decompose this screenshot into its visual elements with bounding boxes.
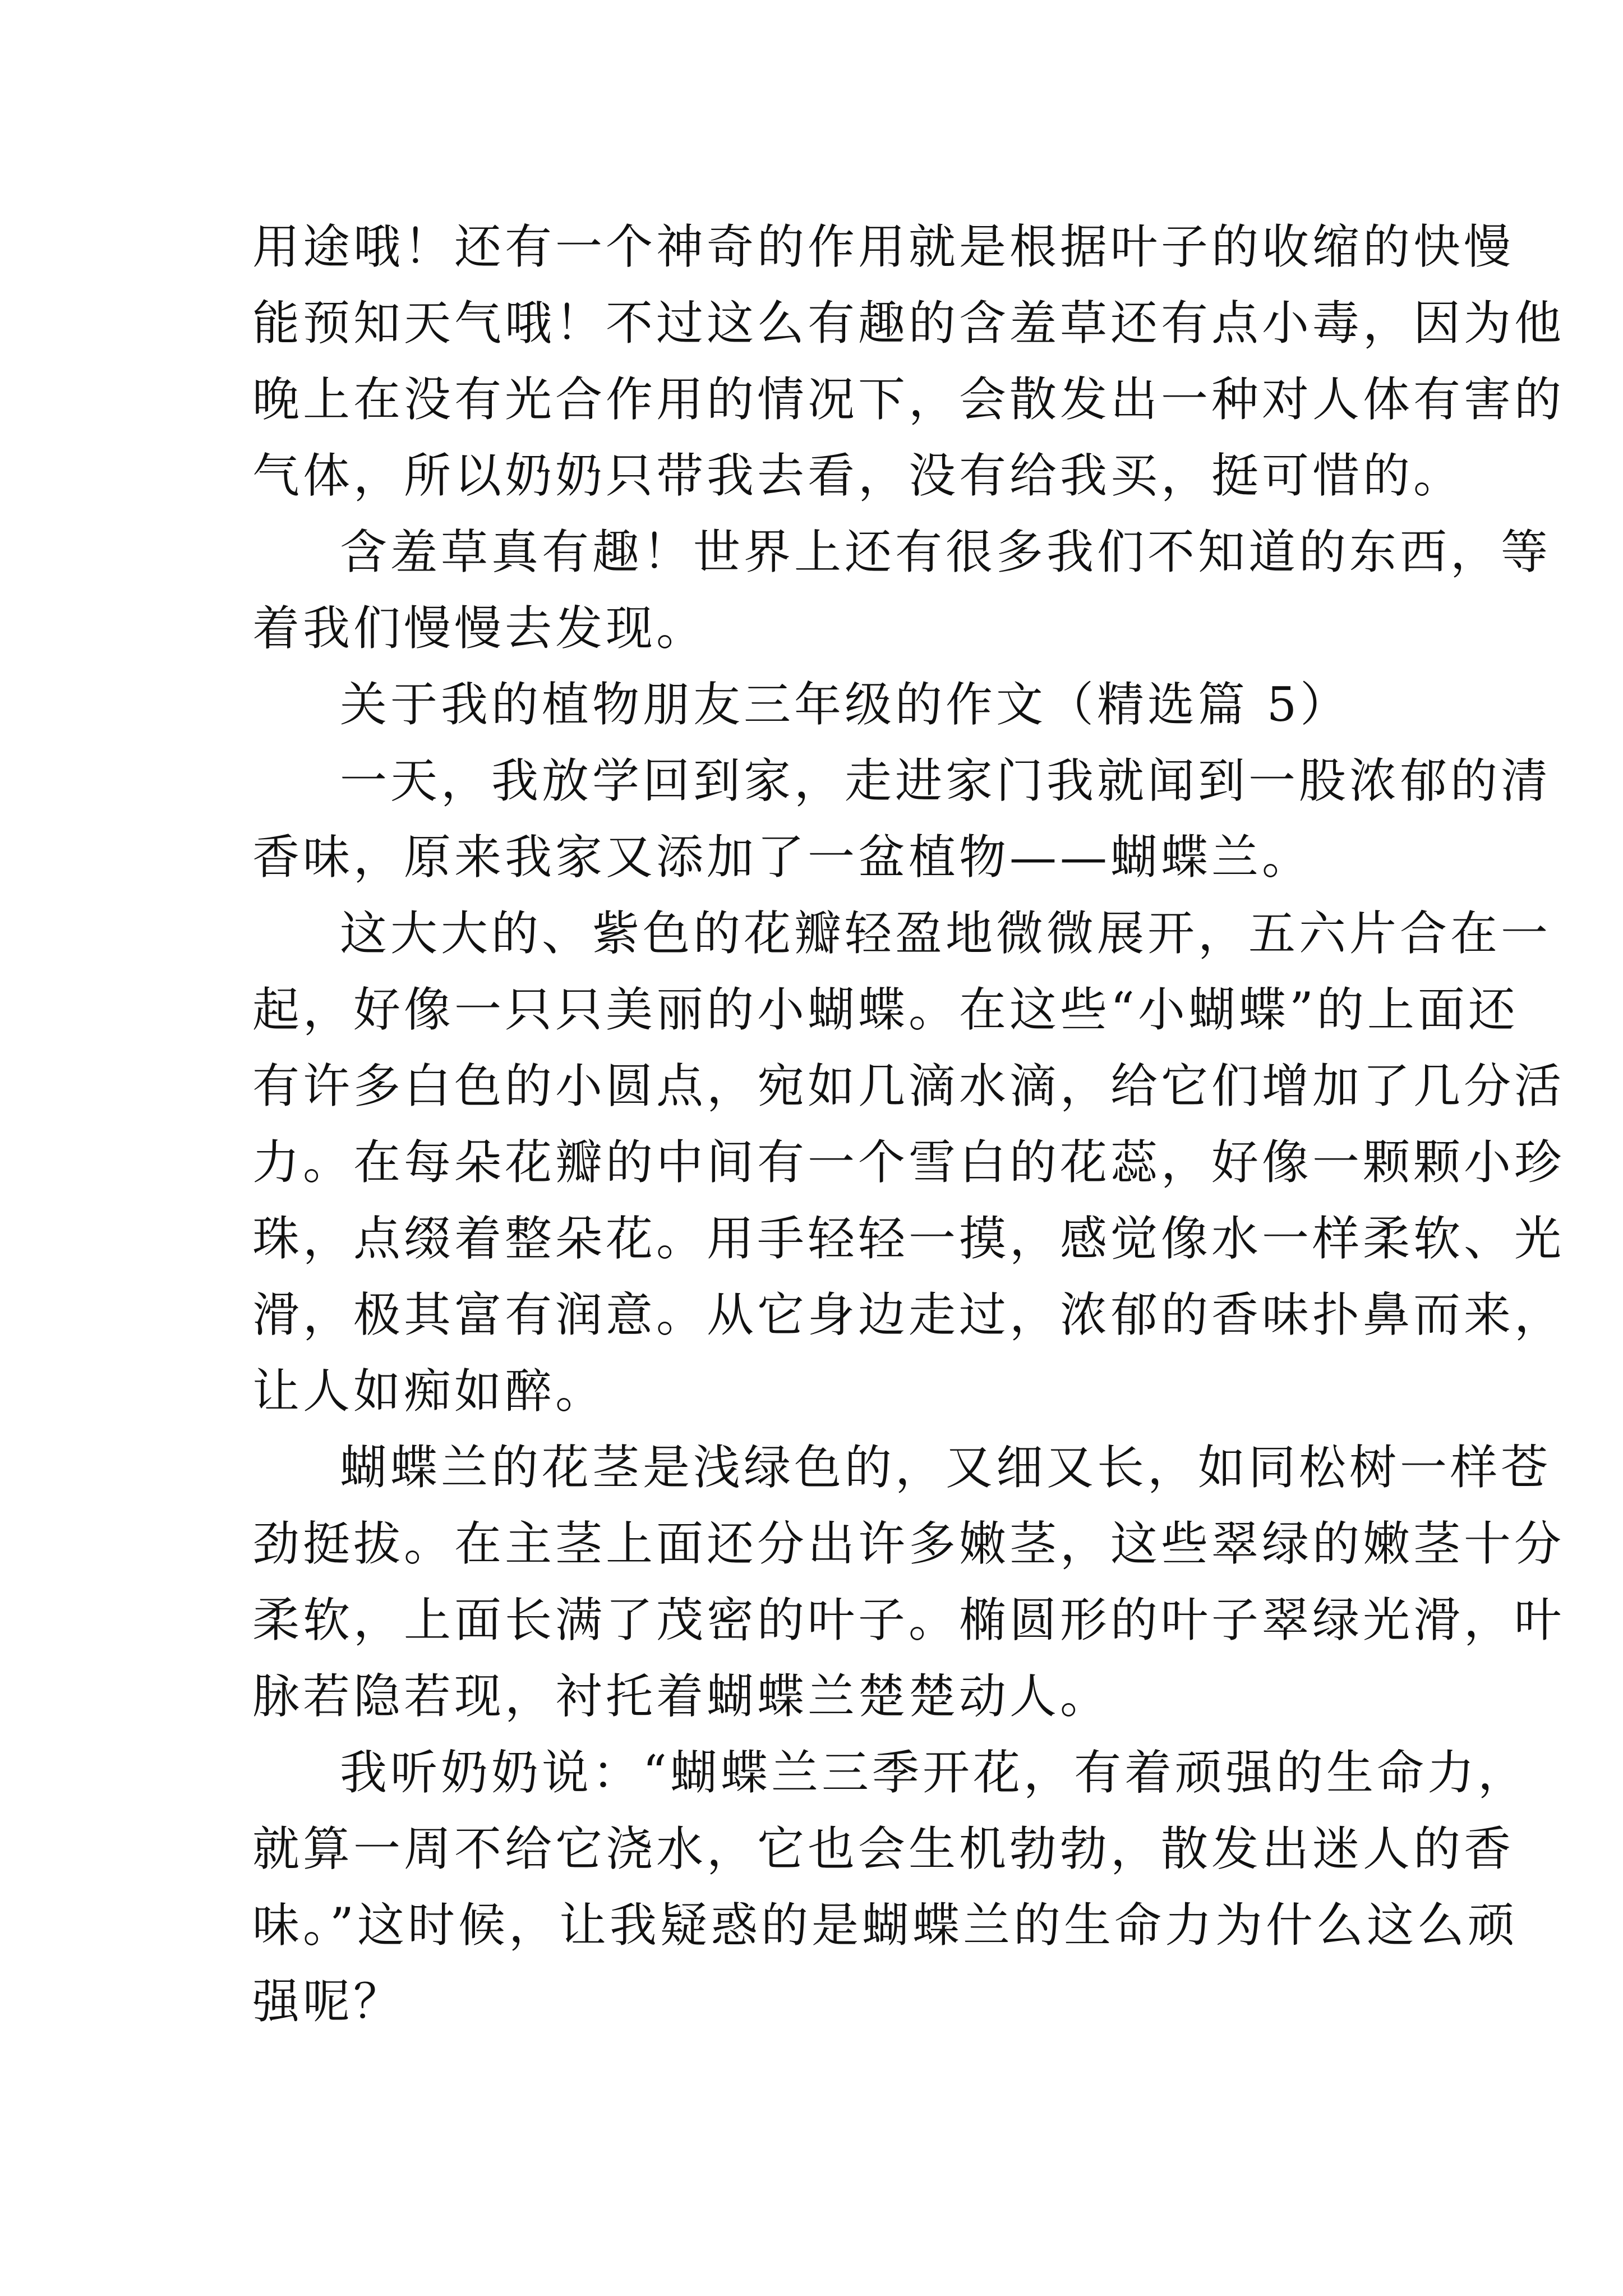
text-line: 起，好像一只只美丽的小蝴蝶。在这些“小蝴蝶”的上面还	[252, 982, 1519, 1037]
text-line: 着我们慢慢去发现。	[252, 601, 707, 656]
paragraph-first-line: 一天，我放学回到家，走进家门我就闻到一股浓郁的清	[340, 753, 1552, 808]
text-line: 珠，点缀着整朵花。用手轻轻一摸，感觉像水一样柔软、光	[252, 1211, 1565, 1266]
paragraph-first-line: 蝴蝶兰的花茎是浅绿色的，又细又长，如同松树一样苍	[340, 1440, 1552, 1495]
text-line: 能预知天气哦！不过这么有趣的含羞草还有点小毒，因为他	[252, 296, 1565, 351]
text-line: 味。”这时候，让我疑惑的是蝴蝶兰的生命力为什么这么顽	[252, 1898, 1518, 1953]
text-line: 脉若隐若现，衬托着蝴蝶兰楚楚动人。	[252, 1669, 1111, 1724]
text-line: 有许多白色的小圆点，宛如几滴水滴，给它们增加了几分活	[252, 1059, 1565, 1114]
text-line: 让人如痴如醉。	[252, 1364, 606, 1419]
text-line: 柔软，上面长满了茂密的叶子。椭圆形的叶子翠绿光滑，叶	[252, 1593, 1565, 1648]
text-line: 香味，原来我家又添加了一盆植物——蝴蝶兰。	[252, 830, 1313, 885]
section-heading: 关于我的植物朋友三年级的作文（精选篇 5）	[340, 677, 1351, 732]
paragraph-first-line: 这大大的、紫色的花瓣轻盈地微微展开，五六片合在一	[340, 906, 1552, 961]
text-line: 用途哦！还有一个神奇的作用就是根据叶子的收缩的快慢	[252, 219, 1515, 274]
text-line: 滑，极其富有润意。从它身边走过，浓郁的香味扑鼻而来，	[252, 1287, 1565, 1342]
text-line: 晚上在没有光合作用的情况下，会散发出一种对人体有害的	[252, 372, 1565, 427]
text-line: 就算一周不给它浇水，它也会生机勃勃，散发出迷人的香	[252, 1821, 1515, 1876]
text-line: 气体，所以奶奶只带我去看，没有给我买，挺可惜的。	[252, 448, 1464, 503]
paragraph-first-line: 我听奶奶说：“蝴蝶兰三季开花，有着顽强的生命力，	[340, 1745, 1528, 1800]
text-line: 力。在每朵花瓣的中间有一个雪白的花蕊，好像一颗颗小珍	[252, 1135, 1565, 1190]
text-line: 强呢？	[252, 1974, 404, 2029]
paragraph-first-line: 含羞草真有趣！世界上还有很多我们不知道的东西，等	[340, 524, 1552, 579]
text-line: 劲挺拔。在主茎上面还分出许多嫩茎，这些翠绿的嫩茎十分	[252, 1516, 1565, 1571]
